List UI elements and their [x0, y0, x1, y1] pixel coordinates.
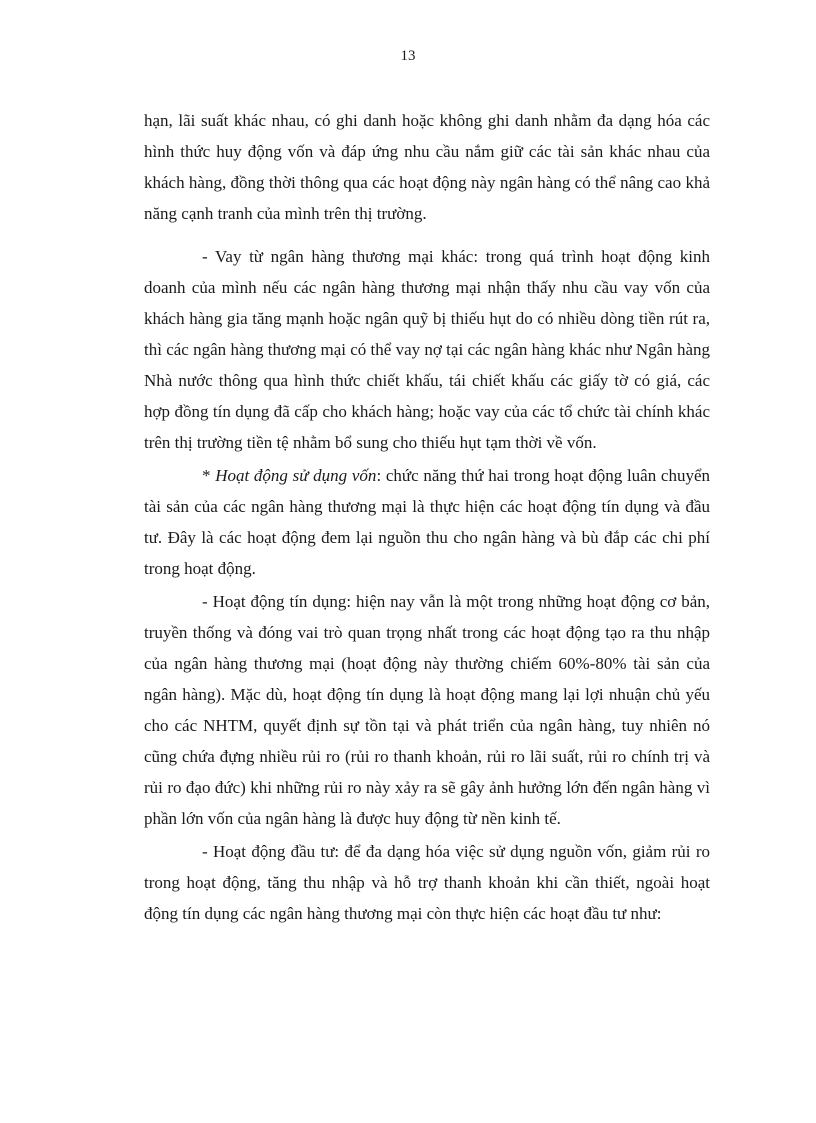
- paragraph-continuation: hạn, lãi suất khác nhau, có ghi danh hoặc không ghi danh nhằm đa dạng hóa các hình thức huy động vốn và đáp ứng nhu cầu nắm giữ các tài sản khác nhau của khách hàng, đồng thời thông qua các hoạt động này ngân hàng có thể nâng cao khả năng cạnh tranh của mình trên thị trường.: [144, 111, 710, 223]
- paragraph-capital-use-text: : chức năng thứ hai trong hoạt động luân chuyển tài sản của các ngân hàng thương mại là thực hiện các hoạt động tín dụng và đầu tư. Đây là các hoạt động đem lại nguồn thu cho ngân hàng và bù đắp các chi phí trong hoạt động.: [144, 466, 711, 578]
- paragraph-interbank-borrowing: - Vay từ ngân hàng thương mại khác: trong quá trình hoạt động kinh doanh của mình nếu các ngân hàng thương mại nhận thấy nhu cầu vay vốn của khách hàng gia tăng mạnh hoặc ngân quỹ bị thiếu hụt do có nhiều dòng tiền rút ra, thì các ngân hàng thương mại có thể vay nợ tại các ngân hàng khác như Ngân hàng Nhà nước thông qua hình thức chiết khấu, tái chiết khấu các giấy tờ có giá, các hợp đồng tín dụng đã cấp cho khách hàng; hoặc vay của các tổ chức tài chính khác trên thị trường tiền tệ nhằm bổ sung cho thiếu hụt tạm thời về vốn.: [144, 247, 710, 452]
- paragraph-capital-use: [144, 460, 710, 584]
- document-body: [144, 105, 710, 929]
- page-number: 13: [400, 48, 416, 64]
- paragraph-credit-activity: - Hoạt động tín dụng: hiện nay vẫn là một trong những hoạt động cơ bản, truyền thống và đóng vai trò quan trọng nhất trong các hoạt động tạo ra thu nhập của ngân hàng thương mại (hoạt động này thường chiếm 60%-80% tài sản của ngân hàng). Mặc dù, hoạt động tín dụng là hoạt động mang lại lợi nhuận chủ yếu cho các NHTM, quyết định sự tồn tại và phát triển của ngân hàng, tuy nhiên nó cũng chứa đựng nhiều rủi ro (rủi ro thanh khoản, rủi ro lãi suất, rủi ro chính trị và rủi ro đạo đức) khi những rủi ro này xảy ra sẽ gây ảnh hưởng lớn đến ngân hàng vì phần lớn vốn của ngân hàng là được huy động từ nền kinh tế.: [144, 592, 710, 828]
- section-heading-italic: Hoạt động sử dụng vốn: [215, 466, 377, 485]
- paragraph-investment-activity: - Hoạt động đầu tư: để đa dạng hóa việc sử dụng nguồn vốn, giảm rủi ro trong hoạt động, tăng thu nhập và hỗ trợ thanh khoản khi cần thiết, ngoài hoạt động tín dụng các ngân hàng thương mại còn thực hiện các hoạt đầu tư như:: [144, 842, 710, 923]
- bullet-marker: *: [202, 466, 216, 485]
